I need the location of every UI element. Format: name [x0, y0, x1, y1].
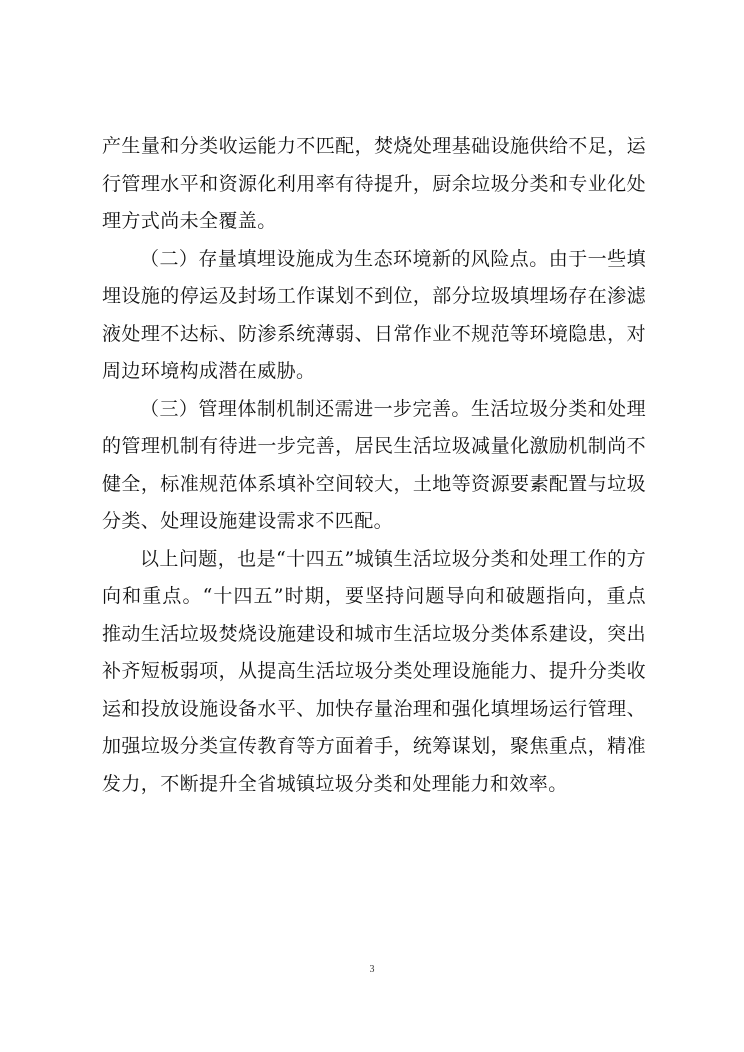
- paragraph-management-mechanism: （三）管理体制机制还需进一步完善。生活垃圾分类和处理的管理机制有待进一步完善，居民生活垃圾减量化激励机制尚不健全，标准规范体系填补空间较大，土地等资源要素配置与垃圾分类、处理设施建设需求不匹配。: [102, 397, 646, 532]
- paragraph-landfill-risk: （二）存量填埋设施成为生态环境新的风险点。由于一些填埋设施的停运及封场工作谋划不到位，部分垃圾填埋场存在渗滤液处理不达标、防渗系统薄弱、日常作业不规范等环境隐患，对周边环境构成潜在威胁。: [102, 247, 646, 382]
- page-number: 3: [369, 964, 375, 975]
- document-body: [102, 128, 646, 803]
- paragraph-14th-five-year-focus: 以上问题，也是“十四五”城镇生活垃圾分类和处理工作的方向和重点。“十四五”时期，要坚持问题导向和破题指向，重点推动生活垃圾焚烧设施建设和城市生活垃圾分类体系建设，突出补齐短板弱项，从提高生活垃圾分类处理设施能力、提升分类收运和投放设施设备水平、加快存量治理和强化填埋场运行管理、加强垃圾分类宣传教育等方面着手，统筹谋划，聚焦重点，精准发力，不断提升全省城镇垃圾分类和处理能力和效率。: [102, 547, 646, 795]
- paragraph-continuation: 产生量和分类收运能力不匹配，焚烧处理基础设施供给不足，运行管理水平和资源化利用率有待提升，厨余垃圾分类和专业化处理方式尚未全覆盖。: [102, 135, 646, 232]
